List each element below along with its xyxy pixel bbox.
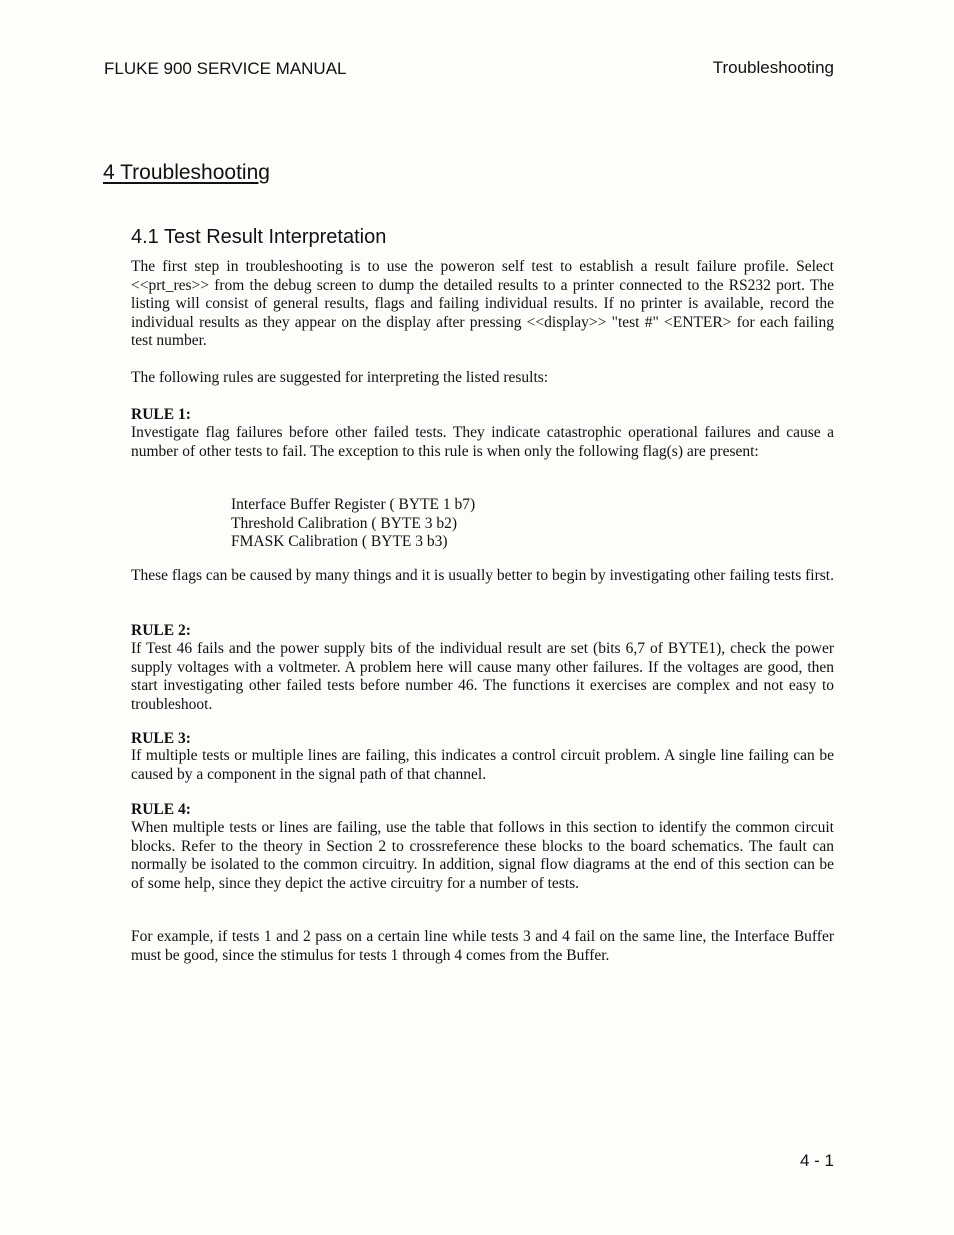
flag-item: FMASK Calibration ( BYTE 3 b3) [231,533,448,551]
rule-1-text: Investigate flag failures before other failed tests. They indicate catastrophic operational failures and cause a number of other tests to fail. The exception to this rule is when only the following flag(s) are present: [131,424,834,460]
running-header-title: FLUKE 900 SERVICE MANUAL [104,59,347,78]
page-number: 4 - 1 [799,1151,834,1170]
rule-2-title: RULE 2: [131,622,191,639]
rule-3-title: RULE 3: [131,730,191,747]
rule-3-text: If multiple tests or multiple lines are failing, this indicates a control circuit problem. A single line failing can be caused by a component in the signal path of that channel. [131,747,834,783]
chapter-title: 4 Troubleshooting [103,161,270,184]
rule-1-title: RULE 1: [131,406,191,423]
section-title: 4.1 Test Result Interpretation [131,226,387,248]
rule-4-text: When multiple tests or lines are failing, use the table that follows in this section to identify the common circuit blocks. Refer to the theory in Section 2 to crossreference these blocks to the board schematics. The fault can normally be isolated to the common circuitry. In addition, signal flow diagrams at the end of this section can be of some help, since they depict the active circuitry for a number of tests. [131,819,834,892]
rule-2-text: If Test 46 fails and the power supply bits of the individual result are set (bits 6,7 of BYTE1), check the power supply voltages with a voltmeter. A problem here will cause many other failures. If the voltages are good, then start investigating other failed tests before number 46. The functions it exercises are complex and not easy to troubleshoot. [131,640,834,713]
example-paragraph: For example, if tests 1 and 2 pass on a certain line while tests 3 and 4 fail on the same line, the Interface Buffer must be good, since the stimulus for tests 1 through 4 comes from the Buffer. [131,928,834,964]
flag-item: Threshold Calibration ( BYTE 3 b2) [231,514,457,532]
rule-4-title: RULE 4: [131,801,191,818]
rule-1-followup: These flags can be caused by many things and it is usually better to begin by investigating other failing tests first. [131,567,834,584]
running-header-section: Troubleshooting [712,58,834,77]
intro-paragraph: The first step in troubleshooting is to use the poweron self test to establish a result failure profile. Select <<prt_res>> from the debug screen to dump the detailed results to a printer connected to the RS232 port. The listing will consist of general results, flags and failing individual results. If no printer is available, record the individual results as they appear on the display after pressing <<display>> "test #" <ENTER> for each failing test number. [131,258,834,350]
flag-list [231,496,475,552]
rules-intro-paragraph: The following rules are suggested for interpreting the listed results: [131,369,549,386]
flag-item: Interface Buffer Register ( BYTE 1 b7) [231,496,476,513]
